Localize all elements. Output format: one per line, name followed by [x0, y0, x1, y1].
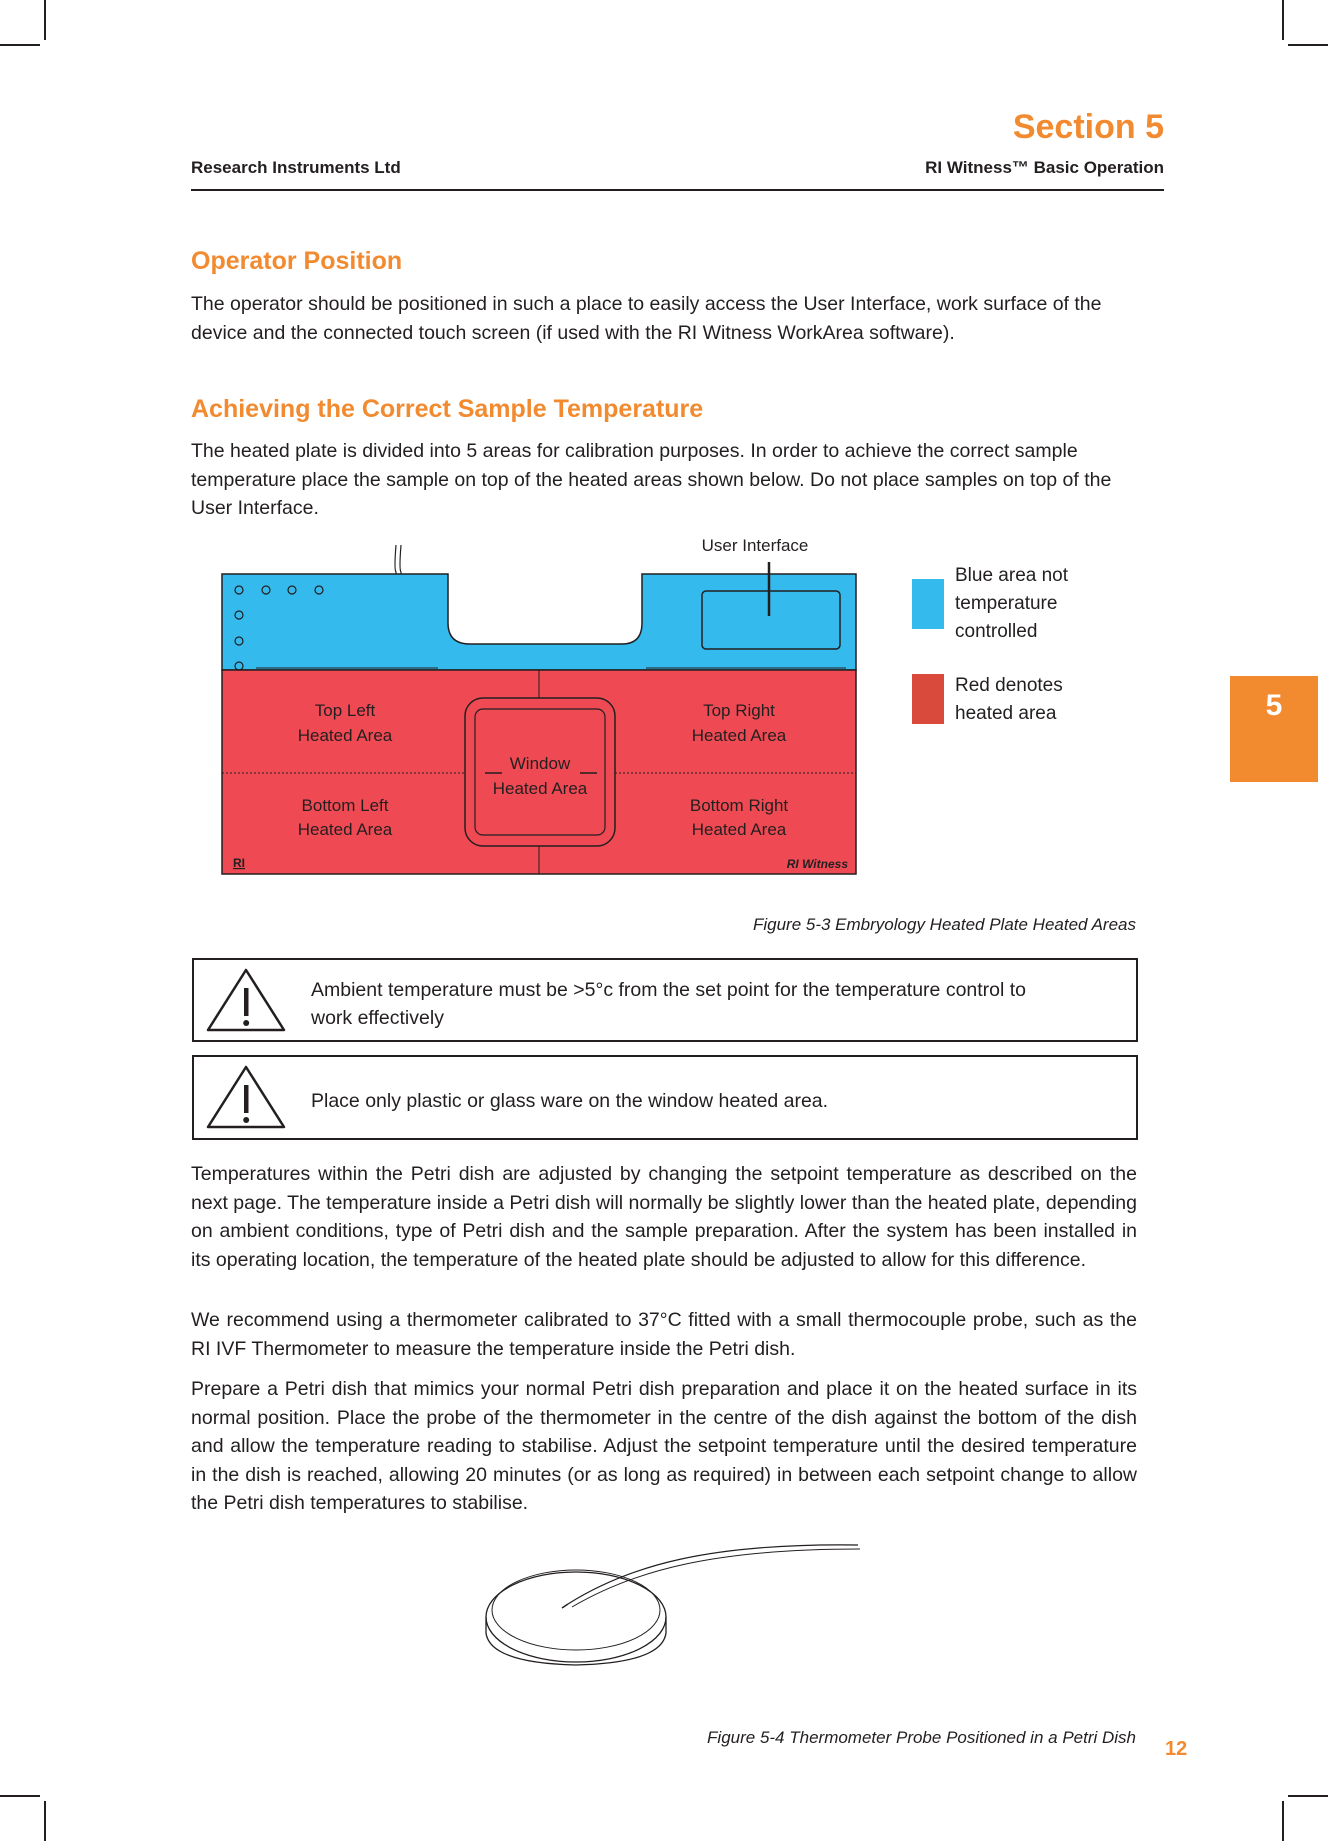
petri-dish-illustration [470, 1525, 870, 1675]
bottom-right-label-2: Heated Area [691, 820, 787, 839]
bottom-right-label-1: Bottom Right [689, 796, 789, 815]
body-paragraph: Prepare a Petri dish that mimics your normal Petri dish preparation and place it on the heated surface in its normal position. Place the probe of the thermometer in the centre of the dish against the bottom of the dish and allow the temperature reading to stabilise. Adjust the setpoint temperature until the desired temperature in the dish is reached, allowing 20 minutes (or as long as required) in between each setpoint change to allow the Petri dish temperatures to stabilise. [191, 1378, 1137, 1514]
company-name: Research Instruments Ltd [191, 158, 401, 177]
legend-blue-line-1: Blue area not [955, 565, 1069, 586]
heated-plate-diagram [0, 530, 1328, 890]
crop-mark [0, 1795, 40, 1797]
blue-area-left [222, 574, 856, 670]
temperature-body: The heated plate is divided into 5 areas for calibration purposes. In order to achieve the correct sample temperature place the sample on top of the heated areas shown below. Do not place samples on top of the User Interface. [191, 440, 1112, 519]
legend-red-line-1: Red denotes [955, 675, 1063, 696]
operator-position-body: The operator should be positioned in such a place to easily access the User Interface, work surface of the device and the connected touch screen (if used with the RI Witness WorkArea software). [191, 293, 1102, 344]
legend-red-swatch [912, 674, 944, 724]
legend-red-line-2: heated area [955, 703, 1057, 724]
legend-blue-line-2: temperature [955, 593, 1058, 614]
bottom-left-label-1: Bottom Left [301, 796, 389, 815]
crop-mark [1282, 0, 1284, 40]
window-label-1: Window [509, 754, 571, 773]
warning-text: Ambient temperature must be >5°c from the set point for the temperature control to work effectively [311, 979, 1027, 1029]
user-interface-label: User Interface [701, 536, 809, 555]
crop-mark [1282, 1801, 1284, 1841]
crop-mark [1288, 44, 1328, 46]
warning-box [192, 958, 1138, 1042]
section-title: Section 5 [1012, 108, 1164, 146]
product-section: RI Witness™ Basic Operation [925, 158, 1164, 177]
crop-mark [1288, 1795, 1328, 1797]
temperature-heading: Achieving the Correct Sample Temperature [191, 395, 704, 423]
window-label-2: Heated Area [492, 779, 588, 798]
warning-triangle-icon [204, 966, 288, 1034]
ri-witness-logo: RI Witness [786, 857, 848, 871]
body-paragraph: Temperatures within the Petri dish are adjusted by changing the setpoint temperature as described on the next page. The temperature inside a Petri dish will normally be slightly lower than the heated plate, depending on ambient conditions, type of Petri dish and the sample preparation. After the system has been installed in its operating location, the temperature of the heated plate should be adjusted to allow for this difference. [191, 1163, 1137, 1271]
legend-blue-swatch [912, 579, 944, 629]
warning-text: Place only plastic or glass ware on the window heated area. [311, 1090, 829, 1112]
warning-triangle-icon [204, 1063, 288, 1131]
top-left-label-2: Heated Area [297, 726, 393, 745]
top-right-label-1: Top Right [703, 701, 775, 720]
bottom-left-label-2: Heated Area [297, 820, 393, 839]
crop-mark [44, 1801, 46, 1841]
header-rule [191, 189, 1164, 191]
figure-5-3-caption: Figure 5-3 Embryology Heated Plate Heated Areas [752, 915, 1136, 934]
operator-position-heading: Operator Position [191, 247, 403, 275]
top-left-label-1: Top Left [314, 701, 376, 720]
crop-mark [44, 0, 46, 40]
page-number: 12 [1165, 1738, 1188, 1760]
legend-blue-line-3: controlled [955, 621, 1038, 642]
crop-mark [0, 44, 40, 46]
top-right-label-2: Heated Area [691, 726, 787, 745]
ri-logo-small: RI [233, 856, 245, 870]
figure-5-4-caption: Figure 5-4 Thermometer Probe Positioned in a Petri Dish [707, 1728, 1136, 1747]
warning-box [192, 1055, 1138, 1140]
section-tab-number: 5 [1265, 689, 1283, 722]
body-paragraph: We recommend using a thermometer calibrated to 37°C fitted with a small thermocouple probe, such as the RI IVF Thermometer to measure the temperature inside the Petri dish. [191, 1309, 1137, 1360]
